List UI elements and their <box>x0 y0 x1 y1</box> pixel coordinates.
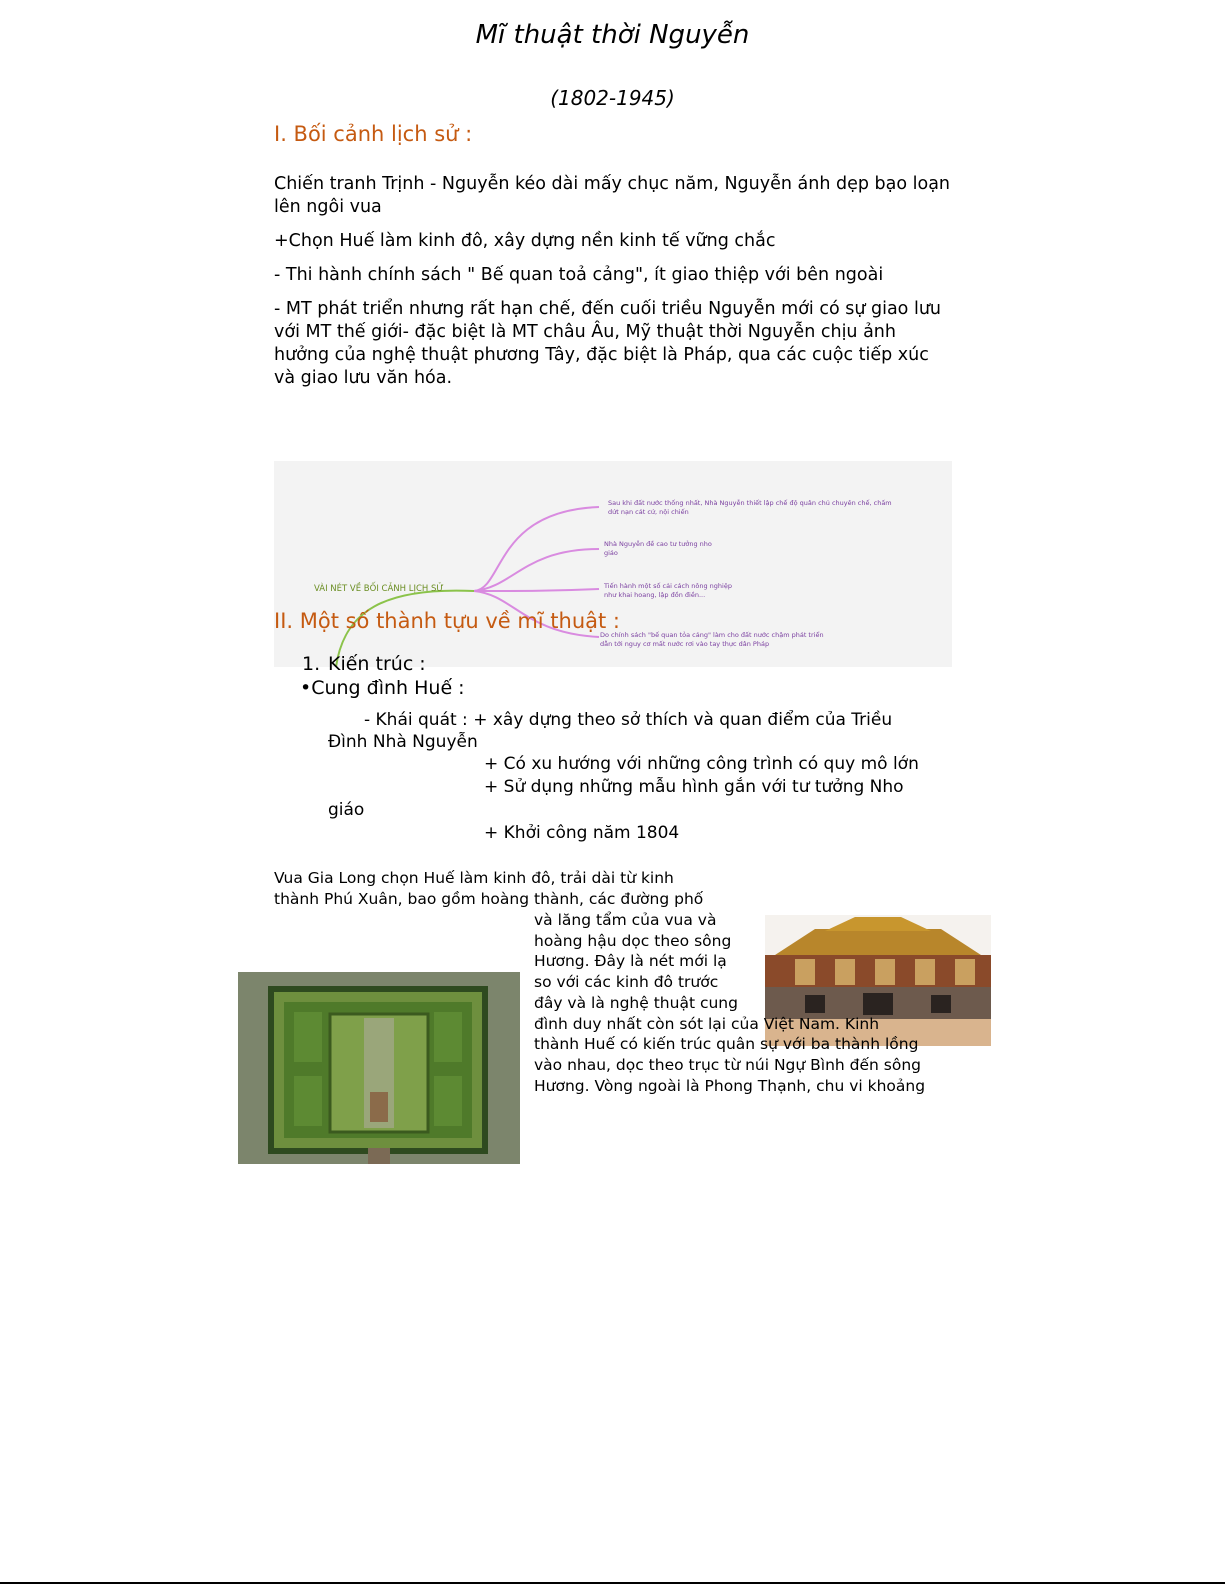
description-line-5: Hương. Đây là nét mới lạ <box>534 952 727 970</box>
mindmap-branch-1-line-1: Sau khi đất nước thống nhất, Nhà Nguyễn thiết lập chế độ quân chủ chuyên chế, chấm <box>608 499 892 507</box>
mindmap-root: VÀI NÉT VỀ BỐI CẢNH LỊCH SỬ <box>314 584 444 594</box>
mindmap-branch-2 <box>474 549 599 591</box>
description-line-9: thành Huế có kiến trúc quân sự với ba thành lồng <box>534 1035 919 1053</box>
item-number: 1. <box>302 653 321 675</box>
description-line-2: thành Phú Xuân, bao gồm hoàng thành, các đường phố <box>274 890 704 908</box>
mindmap-branch-2-line-1: Nhà Nguyễn đề cao tư tưởng nho <box>604 540 712 548</box>
description-line-1: Vua Gia Long chọn Huế làm kinh đô, trải dài từ kinh <box>274 869 674 887</box>
mindmap-branch-2-line-2: giáo <box>604 549 618 557</box>
mindmap-branch-3-line-2: như khai hoang, lập đồn điền... <box>604 591 706 599</box>
khai-quat-line-1: - Khái quát : + xây dựng theo sở thích và quan điểm của Triều <box>364 710 893 730</box>
mindmap-branch-3 <box>474 589 599 591</box>
section1-heading: I. Bối cảnh lịch sử : <box>274 122 473 146</box>
description-line-11: Hương. Vòng ngoài là Phong Thạnh, chu vi khoảng <box>534 1077 926 1095</box>
mindmap-branch-4-line-2: dẫn tới nguy cơ mất nước rơi vào tay thực dân Pháp <box>600 640 770 648</box>
description-line-6: so với các kinh đô trước <box>534 973 719 991</box>
plus-item-2-continued: giáo <box>328 800 365 820</box>
aerial-citadel-photo <box>238 972 520 1164</box>
page-title: Mĩ thuật thời Nguyễn <box>475 20 750 50</box>
mindmap-branch-4-line-1: Do chính sách "bế quan tỏa cảng" làm cho đất nước chậm phát triển <box>600 631 824 639</box>
item-title: Kiến trúc : <box>328 653 426 675</box>
bullet-cung-dinh-hue: •Cung đình Huế : <box>300 677 465 699</box>
plus-item-1: + Có xu hướng với những công trình có quy mô lớn <box>484 754 919 774</box>
description-line-3: và lăng tẩm của vua và <box>534 911 717 929</box>
description-line-8: đình duy nhất còn sót lại của Việt Nam. Kinh <box>534 1015 880 1033</box>
mindmap-image <box>274 461 952 667</box>
section1-paragraph-2: +Chọn Huế làm kinh đô, xây dựng nền kinh tế vững chắc <box>274 231 776 251</box>
khai-quat-line-2: Đình Nhà Nguyễn <box>328 732 478 752</box>
page-bottom-border <box>0 1582 1225 1584</box>
section1-paragraph-4: - MT phát triển nhưng rất hạn chế, đến cuối triều Nguyễn mới có sự giao lưu với MT thế giới- đặc biệt là MT châu Âu, Mỹ thuật thời Nguyễn chịu ảnh hưởng của nghệ thuật phương Tây, đặc biệt là Pháp, qua các cuộc tiếp xúc và giao lưu văn hóa. <box>274 299 941 388</box>
description-line-10: vào nhau, dọc theo trục từ núi Ngự Bình đến sông <box>534 1056 922 1074</box>
description-line-7: đây và là nghệ thuật cung <box>534 994 738 1012</box>
plus-item-2: + Sử dụng những mẫu hình gắn với tư tưởng Nho <box>484 777 904 797</box>
page-subtitle: (1802-1945) <box>550 86 675 110</box>
section1-paragraph-1: Chiến tranh Trịnh - Nguyễn kéo dài mấy chục năm, Nguyễn ánh dẹp bạo loạn lên ngôi vua <box>274 174 951 217</box>
mindmap-branch-1-line-2: dứt nạn cát cứ, nội chiến <box>608 508 689 516</box>
plus-item-3: + Khởi công năm 1804 <box>484 823 680 843</box>
section2-heading: II. Một số thành tựu về mĩ thuật : <box>274 609 621 633</box>
section1-paragraph-3: - Thi hành chính sách " Bế quan toả cảng", ít giao thiệp với bên ngoài <box>274 265 884 285</box>
mindmap-branch-3-line-1: Tiến hành một số cải cách nông nghiệp <box>604 582 732 590</box>
description-line-4: hoàng hậu dọc theo sông <box>534 932 732 950</box>
